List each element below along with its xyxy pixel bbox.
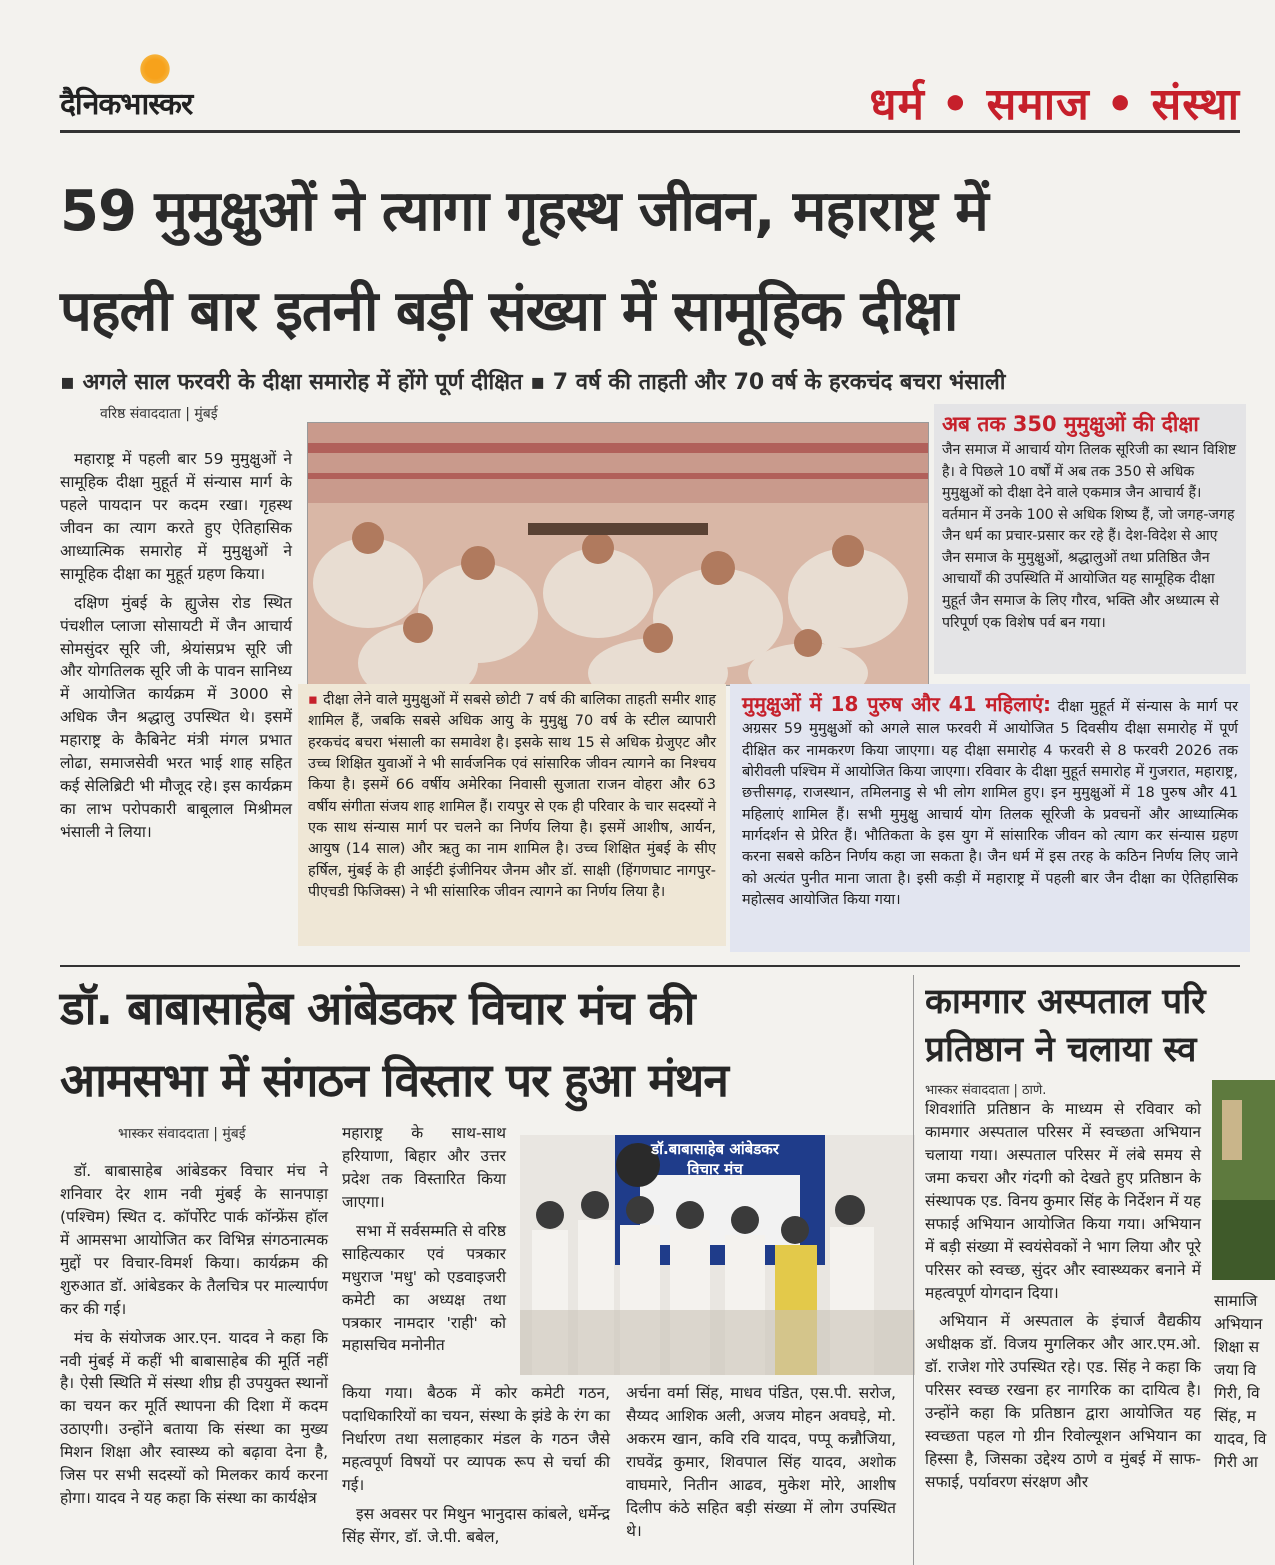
story2-headline-line1: डॉ. बाबासाहेब आंबेडकर विचार मंच की bbox=[60, 981, 695, 1035]
sun-logo-icon bbox=[138, 52, 172, 86]
newspaper-logo bbox=[60, 52, 290, 122]
bullet-icon: ▪ bbox=[308, 692, 324, 708]
info-box-title: अब तक 350 मुमुक्षुओं की दीक्षा bbox=[942, 412, 1199, 436]
story2-paragraph: अर्चना वर्मा सिंह, माधव पंडित, एस.पी. सरोज, सैय्यद आशिक अली, अजय मोहन अवघड़े, मो. अकरम खान, कवि रवि यादव, पप्पू कन्नौजिया, राघवेंद्र कुमार, शिवपाल सिंह यादव, अशोक वाघमारे, नितीन आढव, मुकेश मोरे, आशीष दिलीप कंठे सहित बड़ी संख्या में लोग उपस्थित थे। bbox=[626, 1384, 896, 1540]
story1-paragraph: महाराष्ट्र में पहली बार 59 मुमुक्षुओं ने सामूहिक दीक्षा मुहूर्त में संन्यास मार्ग के पहले पायदान पर कदम रखा। गृहस्थ जीवन का त्याग करते हुए ऐतिहासिक आध्यात्मिक समारोह में मुमुक्षुओं ने सामूहिक दीक्षा का मुहूर्त ग्रहण किया। bbox=[60, 450, 292, 583]
info-box-text: दीक्षा लेने वाले मुमुक्षुओं में सबसे छोटी 7 वर्ष की बालिका ताहती समीर शाह शामिल हैं, जबकि सबसे अधिक आयु के मुमुक्षु 70 वर्ष के स्टील व्यापारी हरकचंद बचरा भंसाली का समावेश है। इसके साथ 15 से अधिक ग्रेजुएट और उच्च शिक्षित युवाओं ने भी सार्वजनिक एवं सांसारिक जीवन त्यागने का निश्चय किया है। इसमें 66 वर्षीय अमेरिका निवासी सुजाता राजन वोहरा और 63 वर्षीय संगीता संजय शाह शामिल हैं। रायपुर से एक ही परिवार के चार सदस्यों ने एक साथ संन्यास मार्ग पर चलने का निर्णय लिया है। इसमें आशीष, आर्यन, आयुष (14 साल) और ऋतु का नाम शामिल है। उच्च शिक्षित मुंबई के सीए हर्षिल, मुंबई के ही आईटी इंजीनियर जैनम और डॉ. साक्षी (हिंगणघाट नागपुर-पीएचडी फिजिक्स) ने भी सांसारिक जीवन त्यागने का निर्णय लिया है। bbox=[308, 692, 716, 900]
snippet-line: सामाजि bbox=[1214, 1292, 1258, 1310]
story2-column-3 bbox=[626, 1382, 896, 1549]
banner-line: डॉ.बाबासाहेब आंबेडकर bbox=[651, 1140, 779, 1158]
story3-byline: भास्कर संवाददाता | ठाणे. bbox=[925, 1083, 1047, 1098]
story3-side-snippets bbox=[1214, 1290, 1274, 1474]
story1-byline: वरिष्ठ संवाददाता | मुंबई bbox=[100, 406, 218, 422]
story2-paragraph: सभा में सर्वसम्मति से वरिष्ठ साहित्यकार एवं पत्रकार मधुराज 'मधु' को एडवाइजरी कमेटी का अध्यक्ष तथा पत्रकार नामदार 'राही' को महासचिव मनोनीत bbox=[342, 1221, 506, 1355]
story3-headline-line1: कामगार अस्पताल परि bbox=[925, 982, 1206, 1022]
story2-paragraph: इस अवसर पर मिथुन भानुदास कांबले, धर्मेन्द्र सिंह सेंगर, डॉ. जे.पी. बबेल, bbox=[342, 1504, 610, 1546]
story2-paragraph: डॉ. बाबासाहेब आंबेडकर विचार मंच ने शनिवार देर शाम नवी मुंबई के सानपाड़ा (पश्चिम) स्थित द. कॉर्पोरेट पार्क कॉन्फ्रेंस हॉल में आमसभा आयोजित कर विभिन्न संगठनात्मक मुद्दों पर विचार-विमर्श किया। कार्यक्रम की शुरुआत डॉ. आंबेडकर के तैलचित्र पर माल्यार्पण कर की गई। bbox=[60, 1162, 328, 1318]
story1-body bbox=[60, 448, 292, 850]
story2-byline: भास्कर संवाददाता | मुंबई bbox=[118, 1126, 246, 1142]
column-divider bbox=[913, 975, 914, 1565]
info-box-text: जैन समाज में आचार्य योग तिलक सूरिजी का स्थान विशिष्ट है। वे पिछले 10 वर्षों में अब तक 350 से अधिक मुमुक्षुओं को दीक्षा देने वाले एकमात्र जैन आचार्य हैं। वर्तमान में उनके 100 से अधिक शिष्य हैं, जो जगह-जगह जैन धर्म का प्रचार-प्रसार कर रहे हैं। देश-विदेश से आए जैन समाज के मुमुक्षुओं, श्रद्धालुओं तथा प्रतिष्ठित जैन आचार्यों की उपस्थिति में आयोजित यह सामूहिक दीक्षा मुहूर्त जैन समाज के लिए गौरव, भक्ति और अध्यात्म से परिपूर्ण एक विशेष पर्व बन गया। bbox=[942, 442, 1237, 631]
story3-body bbox=[925, 1098, 1201, 1500]
story2-paragraph: किया गया। बैठक में कोर कमेटी गठन, पदाधिकारियों का चयन, संस्था के झंडे के रंग का निर्धारण तथा सलाहकार मंडल के गठन जैसे महत्वपूर्ण विषयों पर व्यापक रूप से चर्चा की गई। bbox=[342, 1384, 610, 1494]
story2-paragraph: मंच के संयोजक आर.एन. यादव ने कहा कि नवी मुंबई में कहीं भी बाबासाहेब की मूर्ति नहीं है। ऐसी स्थिति में संस्था शीघ्र ही उपयुक्त स्थानों का चयन कर मूर्ति स्थापना की दिशा में कदम उठाएगी। उन्होंने बताया कि संस्था का मुख्य मिशन शिक्षा और स्वास्थ्य को बढ़ावा देना है, जिस पर सभी सदस्यों को मिलकर कार्य करना होगा। यादव ने यह कहा कि संस्था का कार्यक्षेत्र bbox=[60, 1328, 328, 1508]
banner-line: विचार मंच bbox=[687, 1159, 743, 1178]
story3-headline-line2: प्रतिष्ठान ने चलाया स्व bbox=[925, 1030, 1197, 1070]
section-title: धर्म • समाज • संस्था bbox=[869, 79, 1240, 130]
story1-headline-line2: पहली बार इतनी बड़ी संख्या में सामूहिक दीक्षा bbox=[60, 279, 958, 344]
story2-paragraph: महाराष्ट्र के साथ-साथ हरियाणा, बिहार और उत्तर प्रदेश तक विस्तारित किया जाएगा। bbox=[342, 1124, 506, 1211]
section-divider bbox=[60, 965, 1240, 967]
info-box-18-men-41-women bbox=[730, 684, 1250, 952]
photo-banner-text bbox=[625, 1140, 805, 1179]
snippet-line: यादव, वि bbox=[1214, 1429, 1267, 1448]
snippet-line: सिंह, म bbox=[1214, 1406, 1256, 1425]
info-box-350-diksha bbox=[934, 404, 1246, 674]
info-box-text: दीक्षा मुहूर्त में संन्यास के मार्ग पर अग्रसर 59 मुमुक्षुओं को अगले साल फरवरी में आयोजित 5 दिवसीय दीक्षा समारोह में पूर्ण दीक्षित कर नामकरण किया जाएगा। यह दीक्षा समारोह 4 फरवरी से 8 फरवरी 2026 तक बोरीवली पश्चिम में आयोजित किया जाएगा। रविवार के दीक्षा मुहूर्त समारोह में गुजरात, महाराष्ट्र, छत्तीसगढ़, राजस्थान, तमिलनाडु से भी लोग शामिल हुए। इन मुमुक्षुओं में 18 पुरुष और 41 महिलाएं शामिल हैं। सभी मुमुक्षु आचार्य योग तिलक सूरिजी के प्रवचनों और आध्यात्मिक मार्गदर्शन से प्रेरित हैं। भौतिकता के इस युग में सांसारिक जीवन को त्याग कर संन्यास ग्रहण करना सबसे कठिन निर्णय कहा जा सकता है। जैन धर्म में इस तरह के कठिन निर्णय लिए जाने को अत्यंत पुनीत माना जाता है। इसी कड़ी में महाराष्ट्र में पहली बार जैन दीक्षा का ऐतिहासिक महोत्सव आयोजित किया गया। bbox=[742, 699, 1239, 908]
story1-headline-line1: 59 मुमुक्षुओं ने त्यागा गृहस्थ जीवन, महाराष्ट्र में bbox=[60, 179, 988, 244]
story3-paragraph: अभियान में अस्पताल के इंचार्ज वैद्यकीय अधीक्षक डॉ. विजय मुगलिकर और आर.एम.ओ. डॉ. राजेश गोरे उपस्थित रहे। एड. सिंह ने कहा कि परिसर स्वच्छ रखना हर नागरिक का दायित्व है। उन्होंने कहा कि प्रतिष्ठान द्वारा आयोजित यह स्वच्छता पहल गो ग्रीन रिवोल्यूशन अभियान का हिस्सा है, जिसका उद्देश्य ठाणे व मुंबई में साफ-सफाई, पर्यावरण संरक्षण और bbox=[925, 1312, 1201, 1491]
diksha-ceremony-photo bbox=[307, 422, 929, 686]
masthead-rule bbox=[60, 130, 1240, 133]
snippet-line: गिरी, वि bbox=[1214, 1383, 1260, 1402]
cleanliness-drive-photo bbox=[1212, 1080, 1275, 1280]
snippet-line: गिरी आ bbox=[1214, 1452, 1258, 1471]
story2-headline-line2: आमसभा में संगठन विस्तार पर हुआ मंथन bbox=[60, 1053, 728, 1107]
story1-paragraph: दक्षिण मुंबई के ह्युजेस रोड स्थित पंचशील प्लाजा सोसायटी में जैन आचार्य सोमसुंदर सूरि जी, श्रेयांसप्रभ सूरि जी और योगतिलक सूरि जी के पावन सानिध्य में आयोजित कार्यक्रम में 3000 से अधिक जैन श्रद्धालु उपस्थित थे। इसमें महाराष्ट्र के कैबिनेट मंत्री मंगल प्रभात लोढा, समाजसेवी भरत भाई शाह सहित कई सेलिब्रिटी भी मौजूद रहे। इस कार्यक्रम का लाभ परोपकारी बाबूलाल मिश्रीमल भंसाली ने लिया। bbox=[60, 593, 292, 841]
snippet-line: जया वि bbox=[1214, 1360, 1257, 1379]
info-box-youngest-oldest bbox=[298, 684, 726, 946]
story3-paragraph: शिवशांति प्रतिष्ठान के माध्यम से रविवार को कामगार अस्पताल परिसर में स्वच्छता अभियान चलाया गया। अस्पताल परिसर में लंबे समय से जमा कचरा और गंदगी को देखते हुए प्रतिष्ठान के संस्थापक एड. विनय कुमार सिंह के निर्देशन में यह सफाई अभियान आयोजित किया गया। अभियान में बड़ी संख्या में स्वयंसेवकों ने भाग लिया और पूरे परिसर को स्वच्छ, सुंदर और स्वास्थ्यकर बनाने में महत्वपूर्ण योगदान दिया। bbox=[925, 1100, 1201, 1302]
snippet-line: शिक्षा स bbox=[1214, 1337, 1260, 1356]
info-box-title: मुमुक्षुओं में 18 पुरुष और 41 महिलाएं: bbox=[742, 692, 1052, 716]
snippet-line: अभियान bbox=[1214, 1314, 1263, 1333]
story1-subheadline: ▪ अगले साल फरवरी के दीक्षा समारोह में होंगे पूर्ण दीक्षित ▪ 7 वर्ष की ताहती और 70 वर्ष के हरकचंद बचरा भंसाली bbox=[60, 370, 1006, 395]
logo-text: दैनिकभास्कर bbox=[60, 87, 193, 122]
story2-column-2a bbox=[342, 1122, 506, 1363]
story2-column-2b bbox=[342, 1382, 610, 1555]
story2-column-1 bbox=[60, 1160, 328, 1516]
